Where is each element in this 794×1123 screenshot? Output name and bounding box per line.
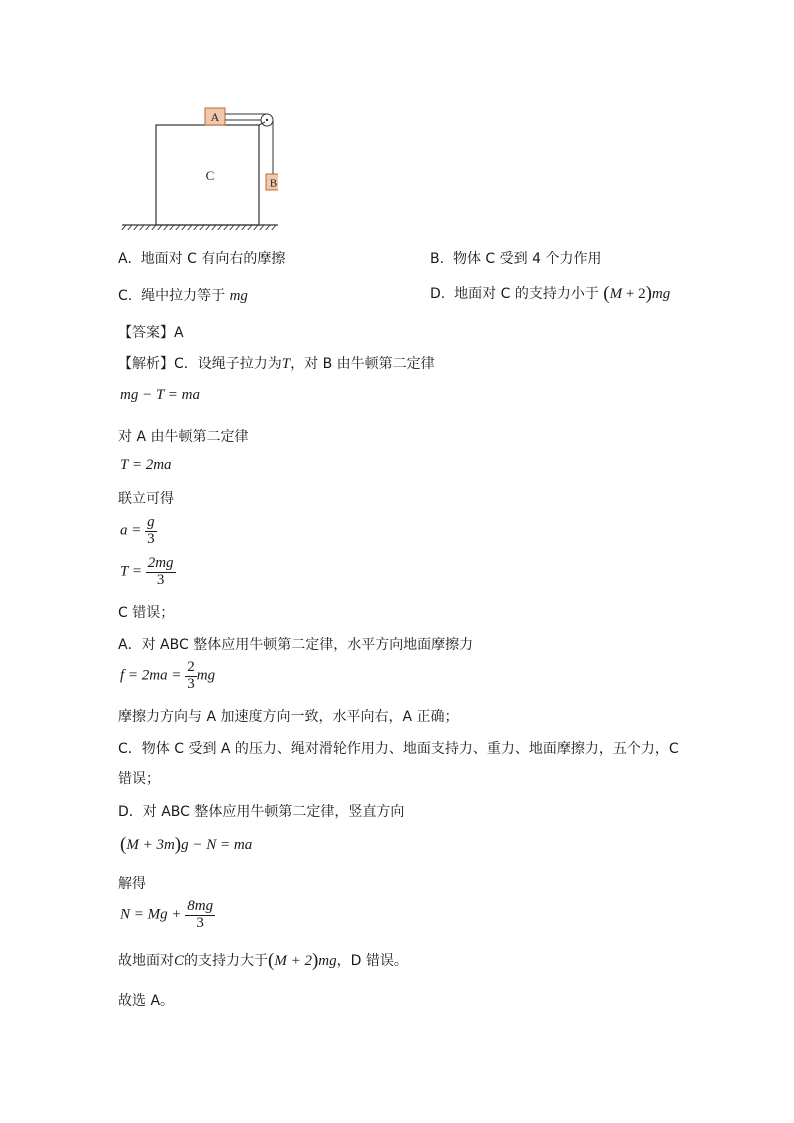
option-d: D. 地面对 C 的支持力小于 (M + 2)mg	[430, 283, 671, 304]
option-c-letter: C.	[118, 288, 133, 304]
option-c	[118, 285, 248, 305]
equation-2	[120, 457, 172, 474]
equation-6: (M + 3m)g − N = ma	[120, 834, 253, 855]
equation-5-rhs: mg	[196, 667, 216, 684]
solve-2: 解得	[118, 876, 146, 892]
answer-value: A	[174, 325, 184, 341]
option-b-text: 物体 C 受到 4 个力作用	[452, 251, 602, 267]
equation-1: mg − T = ma	[120, 387, 200, 403]
equation-5	[120, 660, 215, 693]
equation-4-den: 3	[156, 571, 165, 588]
c-line-1: C．物体 C 受到 A 的压力、绳对滑轮作用力、地面支持力、重力、地面摩擦力，五个力，C	[118, 741, 679, 757]
option-d-letter: D.	[430, 286, 446, 302]
option-d-two: 2	[638, 286, 646, 302]
c-wrong: C 错误；	[118, 605, 175, 621]
equation-3	[120, 515, 157, 548]
answer-line	[118, 322, 184, 342]
ground	[121, 225, 278, 230]
conclusion-text-3: ，D 错误。	[336, 953, 408, 969]
equation-5-den: 3	[187, 675, 195, 692]
conclusion-c: C	[174, 953, 185, 969]
block-a-label: A	[210, 110, 220, 124]
equation-5-lhs: f = 2ma =	[120, 667, 182, 684]
c-line-2: 错误；	[118, 771, 160, 787]
equation-6-rest: g − N = ma	[181, 837, 253, 853]
option-c-text: 绳中拉力等于	[141, 288, 226, 304]
conclusion-inner: M + 2	[274, 953, 312, 969]
analysis-intro-t: T	[281, 356, 291, 372]
equation-2-rest: = 2ma	[131, 457, 172, 473]
equation-3-num: g	[147, 514, 155, 530]
option-d-plus: +	[625, 286, 635, 302]
conclusion-text-2: 的支持力大于	[184, 953, 269, 969]
equation-7-den: 3	[196, 914, 204, 931]
option-c-expr: mg	[229, 288, 248, 304]
d-line: D．对 ABC 整体应用牛顿第二定律，竖直方向	[118, 804, 405, 820]
option-d-mg: mg	[651, 286, 671, 302]
analysis-intro	[118, 353, 435, 373]
equation-6-inner: M + 3m	[126, 837, 175, 853]
answer-bracket: 【答案】	[118, 325, 174, 341]
conclusion-line: 故地面对C的支持力大于(M + 2)mg，D 错误。	[118, 950, 408, 971]
option-b-letter: B.	[430, 251, 445, 267]
option-d-m: M	[609, 286, 623, 302]
equation-5-num: 2	[187, 659, 195, 675]
equation-7-lhs: N = Mg +	[120, 906, 182, 923]
conclusion-text-1: 故地面对	[118, 953, 174, 969]
analysis-bracket: 【解析】	[118, 356, 174, 372]
a-conclusion: 摩擦力方向与 A 加速度方向一致，水平向右，A 正确；	[118, 709, 459, 725]
physics-diagram	[118, 100, 278, 230]
equation-7-num: 8mg	[187, 898, 214, 914]
conclusion-mg: mg	[318, 953, 337, 969]
line-solve: 联立可得	[118, 491, 174, 507]
pulley-axle	[266, 119, 268, 121]
option-a-letter: A.	[118, 251, 132, 267]
equation-4	[120, 556, 176, 589]
line-a-newton: 对 A 由牛顿第二定律	[118, 429, 249, 445]
equation-3-lhs: a =	[120, 522, 142, 539]
option-a-text: 地面对 C 有向右的摩擦	[140, 251, 286, 267]
option-d-text: 地面对 C 的支持力小于	[454, 286, 599, 302]
option-a	[118, 248, 285, 268]
block-b-label: B	[269, 177, 278, 190]
analysis-intro-text: C．设绳子拉力为	[174, 356, 282, 372]
option-b	[430, 248, 601, 268]
equation-4-lhs: T =	[120, 563, 142, 580]
analysis-intro-text-2: ，对 B 由牛顿第二定律	[290, 356, 435, 372]
final-choice: 故选 A。	[118, 993, 175, 1009]
block-c-label: C	[205, 168, 215, 183]
equation-7	[120, 899, 215, 932]
equation-3-den: 3	[147, 530, 155, 547]
equation-4-num: 2mg	[147, 555, 174, 571]
a-line: A．对 ABC 整体应用牛顿第二定律，水平方向地面摩擦力	[118, 637, 474, 653]
equation-2-t: T	[120, 457, 129, 473]
